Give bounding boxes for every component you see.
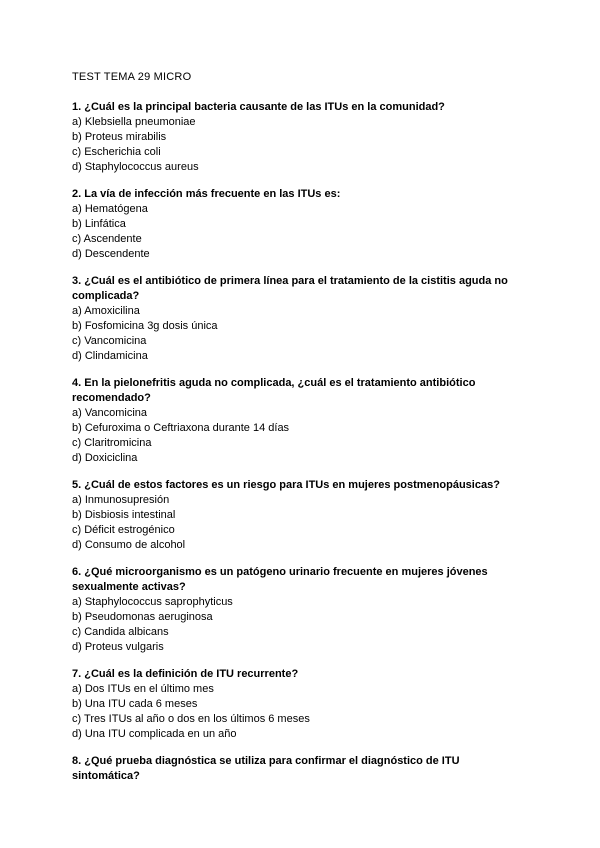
answer-option: a) Amoxicilina — [72, 305, 140, 317]
answer-option: d) Proteus vulgaris — [72, 641, 164, 653]
answer-option: c) Déficit estrogénico — [72, 524, 175, 536]
question-text: 8. ¿Qué prueba diagnóstica se utiliza para confirmar el diagnóstico de ITU sintomática? — [72, 755, 460, 782]
answer-option: d) Staphylococcus aureus — [72, 161, 199, 173]
answer-option: a) Vancomicina — [72, 407, 147, 419]
question-list — [72, 100, 512, 796]
question-text: 4. En la pielonefritis aguda no complicada, ¿cuál es el tratamiento antibiótico recomendado? — [72, 377, 476, 404]
answer-option: a) Dos ITUs en el último mes — [72, 683, 214, 695]
question-item — [72, 754, 512, 784]
answer-option: d) Clindamicina — [72, 350, 148, 362]
question-item — [72, 478, 512, 553]
question-item — [72, 274, 512, 364]
question-text: 5. ¿Cuál de estos factores es un riesgo para ITUs en mujeres postmenopáusicas? — [72, 479, 500, 491]
answer-option: a) Staphylococcus saprophyticus — [72, 596, 233, 608]
answer-option: a) Klebsiella pneumoniae — [72, 116, 196, 128]
question-item — [72, 376, 512, 466]
question-item — [72, 667, 512, 742]
question-item — [72, 565, 512, 655]
answer-option: b) Disbiosis intestinal — [72, 509, 176, 521]
answer-option: a) Hematógena — [72, 203, 148, 215]
question-text: 7. ¿Cuál es la definición de ITU recurrente? — [72, 668, 299, 680]
answer-option: c) Candida albicans — [72, 626, 169, 638]
document-title: TEST TEMA 29 MICRO — [72, 71, 192, 83]
question-text: 3. ¿Cuál es el antibiótico de primera línea para el tratamiento de la cistitis aguda no complicada? — [72, 275, 508, 302]
answer-option: d) Descendente — [72, 248, 150, 260]
question-text: 2. La vía de infección más frecuente en las ITUs es: — [72, 188, 341, 200]
question-item — [72, 187, 512, 262]
answer-option: b) Cefuroxima o Ceftriaxona durante 14 días — [72, 422, 290, 434]
answer-option: b) Linfática — [72, 218, 126, 230]
answer-option: b) Pseudomonas aeruginosa — [72, 611, 213, 623]
answer-option: a) Inmunosupresión — [72, 494, 170, 506]
answer-option: d) Una ITU complicada en un año — [72, 728, 237, 740]
answer-option: d) Consumo de alcohol — [72, 539, 186, 551]
answer-option: b) Proteus mirabilis — [72, 131, 167, 143]
answer-option: c) Tres ITUs al año o dos en los últimos 6 meses — [72, 713, 310, 725]
answer-option: c) Vancomicina — [72, 335, 147, 347]
answer-option: c) Claritromicina — [72, 437, 152, 449]
answer-option: b) Fosfomicina 3g dosis única — [72, 320, 218, 332]
answer-option: d) Doxiciclina — [72, 452, 138, 464]
answer-option: b) Una ITU cada 6 meses — [72, 698, 198, 710]
answer-option: c) Escherichia coli — [72, 146, 161, 158]
question-item — [72, 100, 512, 175]
question-text: 1. ¿Cuál es la principal bacteria causante de las ITUs en la comunidad? — [72, 101, 445, 113]
answer-option: c) Ascendente — [72, 233, 142, 245]
question-text: 6. ¿Qué microorganismo es un patógeno urinario frecuente en mujeres jóvenes sexualmente activas? — [72, 566, 488, 593]
